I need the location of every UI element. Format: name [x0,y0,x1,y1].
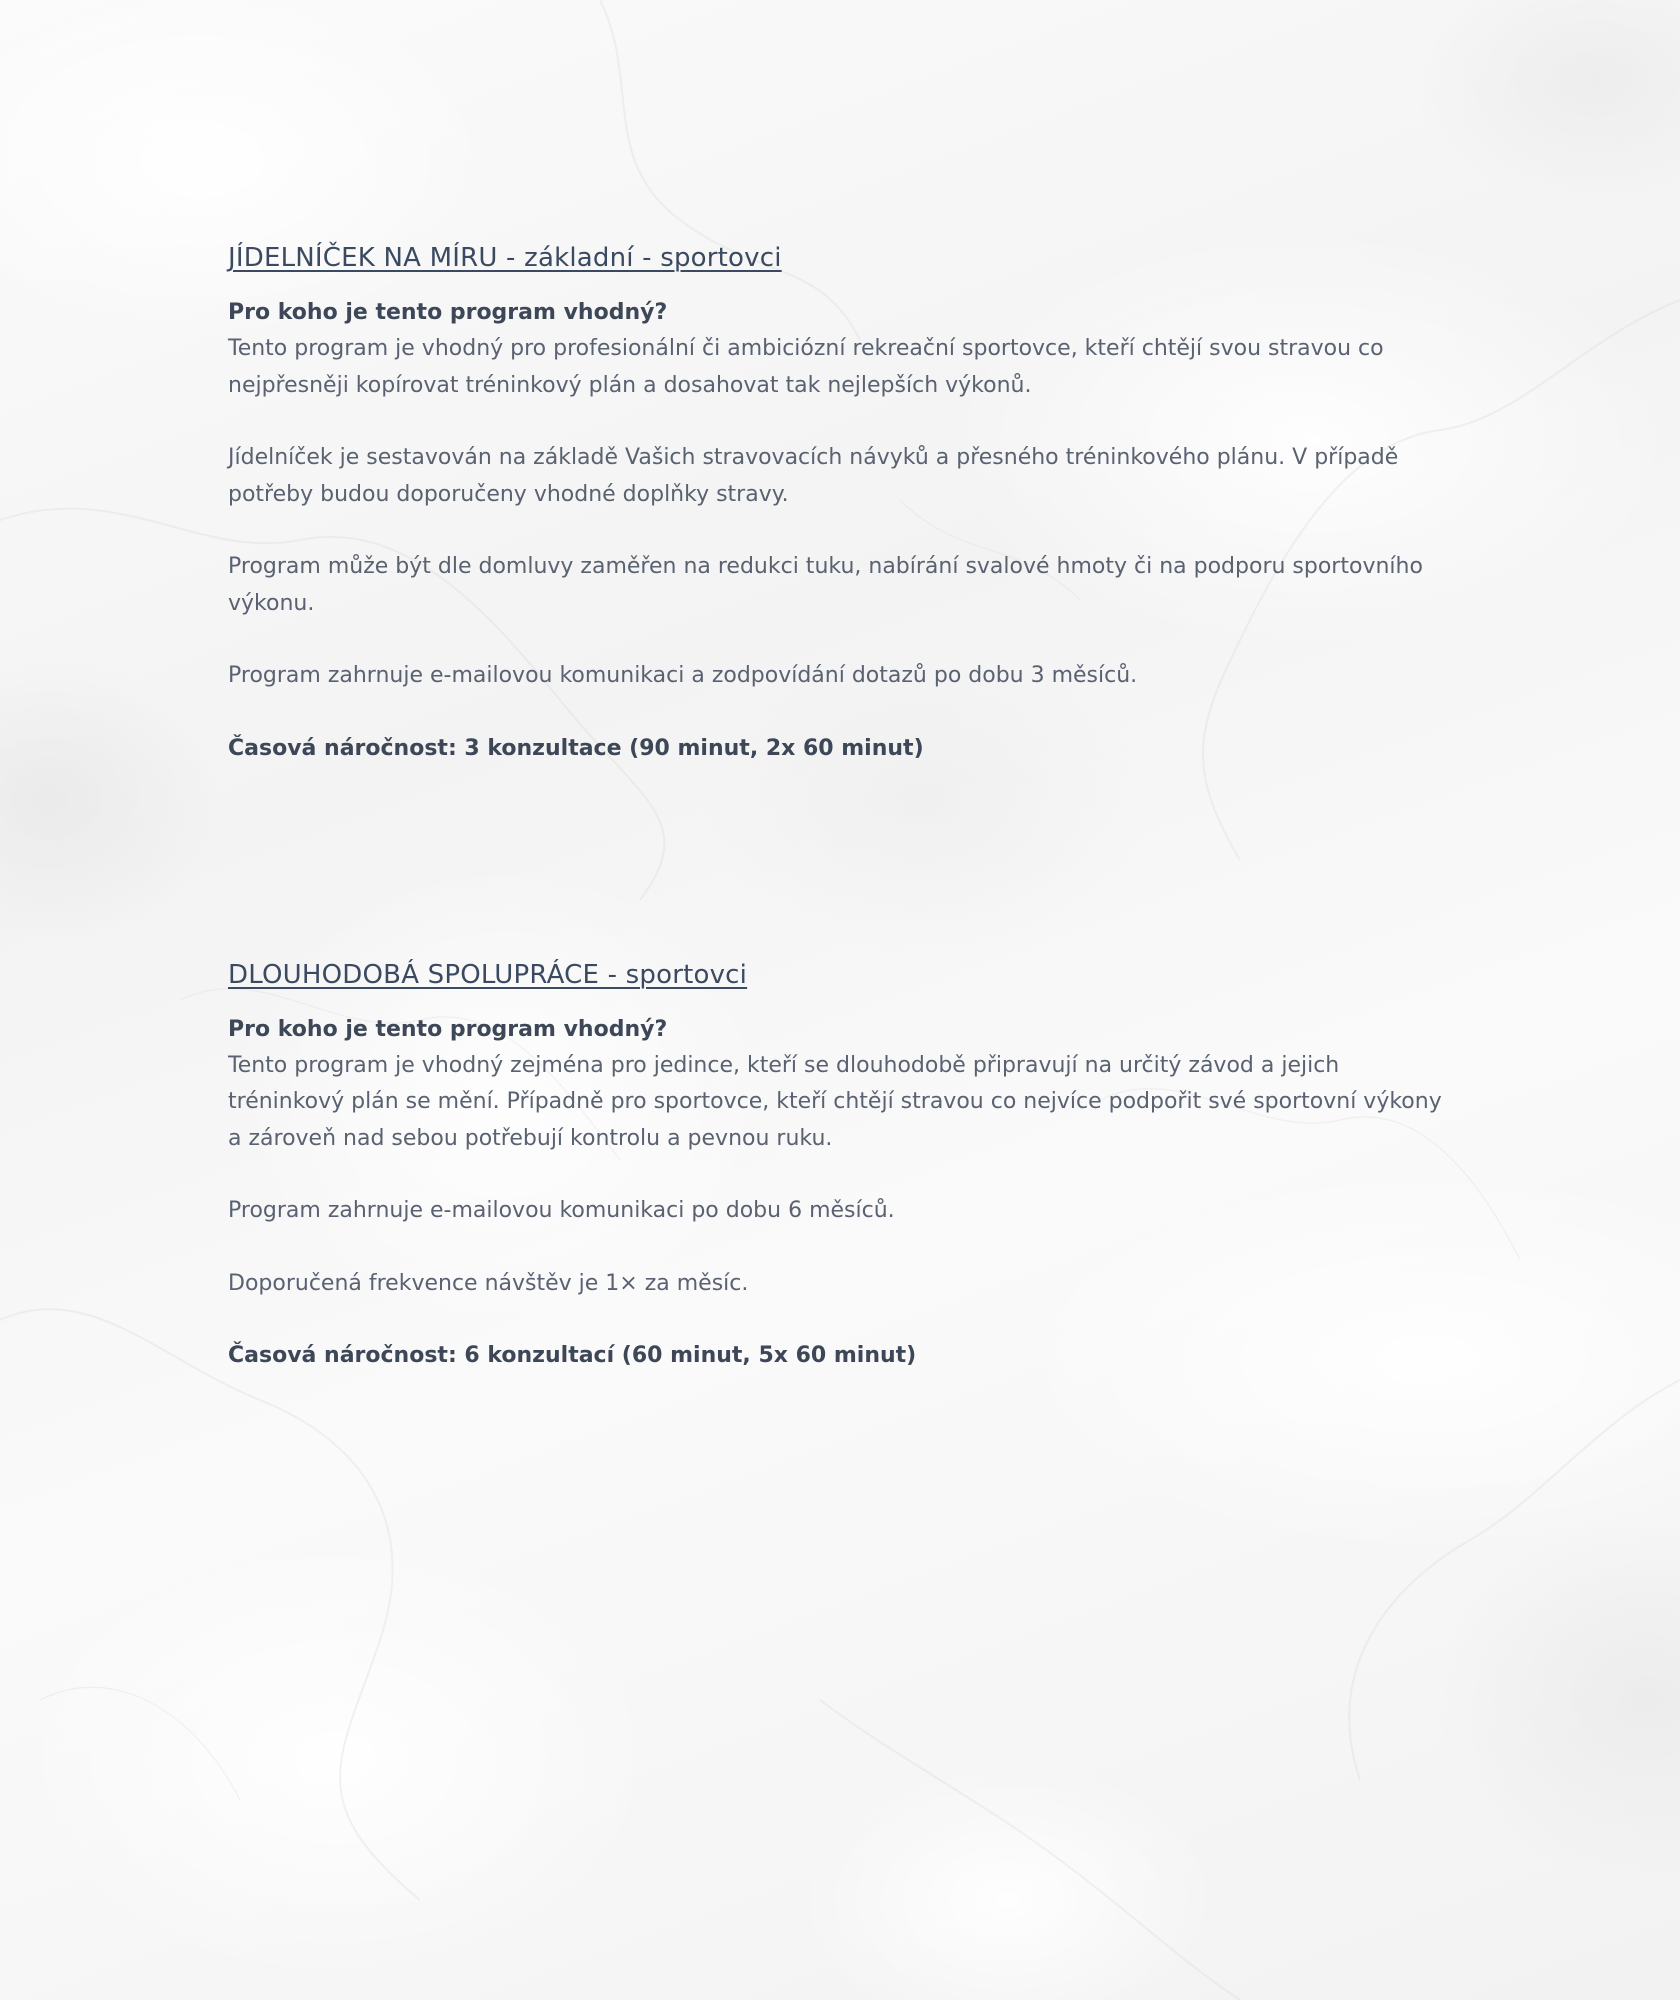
program-paragraph: Program zahrnuje e-mailovou komunikaci po dobu 6 měsíců. [228,1198,895,1223]
program-paragraph: Tento program je vhodný zejména pro jedince, kteří se dlouhodobě připravují na určitý závod a jejich tréninkový plán se mění. Případně pro sportovce, kteří chtějí stravou co nejvíce podpořit své sportovní výkony a zároveň nad sebou potřebují kontrolu a pevnou ruku. [228,1052,1442,1151]
program-section-long-term [228,953,1458,1375]
program-paragraph: Doporučená frekvence návštěv je 1× za měsíc. [228,1270,749,1296]
program-paragraph: Tento program je vhodný pro profesionální či ambiciózní rekreační sportovce, kteří chtějí svou stravou co nejpřesněji kopírovat tréninkový plán a dosahovat tak nejlepších výkonů. [228,336,1384,398]
program-paragraph: Jídelníček je sestavován na základě Vašich stravovacích návyků a přesného tréninkového plánu. V případě potřeby budou doporučeny vhodné doplňky stravy. [228,445,1399,507]
program-time-requirement: Časová náročnost: 3 konzultace (90 minut, 2x 60 minut) [228,735,924,761]
program-title: JÍDELNÍČEK NA MÍRU - základní - sportovci [228,243,782,273]
program-time-requirement: Časová náročnost: 6 konzultací (60 minut, 5x 60 minut) [228,1343,917,1368]
program-question: Pro koho je tento program vhodný? [228,1016,668,1042]
programs-content [228,236,1458,1374]
program-paragraph: Program může být dle domluvy zaměřen na redukci tuku, nabírání svalové hmoty či na podporu sportovního výkonu. [228,554,1423,616]
program-question: Pro koho je tento program vhodný? [228,300,668,325]
program-section-basic [228,236,1458,767]
program-paragraph: Program zahrnuje e-mailovou komunikaci a zodpovídání dotazů po dobu 3 měsíců. [228,663,1138,688]
program-title: DLOUHODOBÁ SPOLUPRÁCE - sportovci [228,959,748,990]
